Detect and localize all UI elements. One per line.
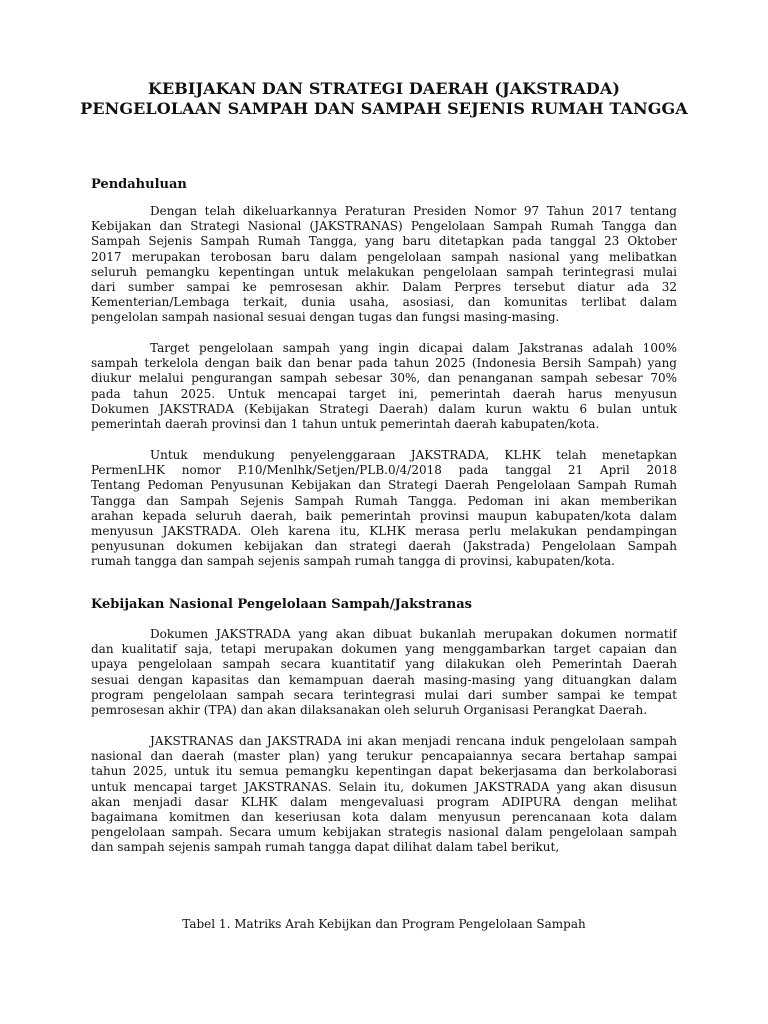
paragraph-line: Kementerian/Lembaga terkait, dunia usaha, asosiasi, dan komunitas terlibat dalam — [91, 295, 677, 310]
paragraph-line: dan kualitatif saja, tetapi merupakan dokumen yang menggambarkan target capaian dan — [91, 642, 677, 657]
paragraph-3 — [91, 448, 677, 570]
section-heading-pendahuluan: Pendahuluan — [91, 177, 187, 192]
paragraph-line: rumah tangga dan sampah sejenis sampah rumah tangga di provinsi, kabupaten/kota. — [91, 554, 615, 569]
paragraph-line: tahun 2025, untuk itu semua pemangku kepentingan dapat bekerjasama dan berkolaborasi — [91, 764, 677, 779]
paragraph-line: Kebijakan dan Strategi Nasional (JAKSTRANAS) Pengelolaan Sampah Rumah Tangga dan — [91, 219, 677, 234]
paragraph-line: Target pengelolaan sampah yang ingin dicapai dalam Jakstranas adalah 100% — [150, 341, 677, 355]
document-title-line-1: KEBIJAKAN DAN STRATEGI DAERAH (JAKSTRADA) — [147, 79, 621, 98]
paragraph-line: seluruh pemangku kepentingan untuk melakukan pengelolaan sampah terintegrasi mulai — [91, 264, 677, 279]
paragraph-line: diukur melalui pengurangan sampah sebesar 30%, dan penanganan sampah sebesar 70% — [91, 371, 677, 386]
paragraph-line: pemerintah daerah provinsi dan 1 tahun untuk pemerintah daerah kabupaten/kota. — [91, 416, 600, 431]
paragraph-5 — [91, 734, 677, 856]
paragraph-line: bagaimana komitmen dan keseriusan kota dalam menyusun perencanaan kota dalam — [91, 809, 677, 824]
paragraph-line: 2017 merupakan terobosan baru dalam pengelolaan sampah nasional yang melibatkan — [91, 249, 677, 264]
paragraph-line: Dokumen JAKSTRADA yang akan dibuat bukanlah merupakan dokumen normatif — [150, 627, 677, 641]
paragraph-line: upaya pengelolaan sampah secara kuantitatif yang dilakukan oleh Pemerintah Daerah — [91, 657, 677, 672]
paragraph-1 — [91, 204, 677, 326]
paragraph-4 — [91, 627, 677, 718]
paragraph-line: program pengelolaan sampah secara terintegrasi mulai dari sumber sampai ke tempat — [91, 687, 677, 702]
paragraph-line: sesuai dengan kapasitas dan kemampuan daerah masing-masing yang dituangkan dalam — [91, 672, 677, 687]
paragraph-line: pengelolan sampah nasional sesuai dengan tugas dan fungsi masing-masing. — [91, 310, 560, 325]
paragraph-line: pengelolaan sampah. Secara umum kebijakan strategis nasional dalam pengelolaan sampah — [91, 825, 677, 840]
paragraph-line: Sampah Sejenis Sampah Rumah Tangga, yang baru ditetapkan pada tanggal 23 Oktober — [91, 234, 677, 249]
paragraph-line: dan sampah sejenis sampah rumah tangga dapat dilihat dalam tabel berikut, — [91, 840, 560, 855]
paragraph-line: Tentang Pedoman Penyusunan Kebijakan dan Strategi Daerah Pengelolaan Sampah Rumah — [91, 478, 677, 493]
paragraph-line: untuk mencapai target JAKSTRANAS. Selain itu, dokumen JAKSTRADA yang akan disusun — [91, 779, 677, 794]
paragraph-line: pada tahun 2025. Untuk mencapai target ini, pemerintah daerah harus menyusun — [91, 386, 677, 401]
paragraph-line: penyusunan dokumen kebijakan dan strategi daerah (Jakstrada) Pengelolaan Sampah — [91, 539, 677, 554]
paragraph-line: PermenLHK nomor P.10/Menlhk/Setjen/PLB.0/4/2018 pada tanggal 21 April 2018 — [91, 463, 677, 478]
paragraph-line: akan menjadi dasar KLHK dalam mengevaluasi program ADIPURA dengan melihat — [91, 794, 677, 809]
table-caption: Tabel 1. Matriks Arah Kebijkan dan Program Pengelolaan Sampah — [182, 917, 586, 931]
document-title — [60, 79, 708, 119]
paragraph-line: sampah terkelola dengan baik dan benar pada tahun 2025 (Indonesia Bersih Sampah) yang — [91, 356, 677, 371]
document-title-line-2: PENGELOLAAN SAMPAH DAN SAMPAH SEJENIS RUMAH TANGGA — [80, 99, 688, 118]
paragraph-line: Dokumen JAKSTRADA (Kebijakan Strategi Daerah) dalam kurun waktu 6 bulan untuk — [91, 401, 677, 416]
paragraph-line: nasional dan daerah (master plan) yang terukur pencapaiannya secara bertahap sampai — [91, 749, 677, 764]
paragraph-line: Dengan telah dikeluarkannya Peraturan Presiden Nomor 97 Tahun 2017 tentang — [150, 204, 677, 218]
section-heading-kebijakan-nasional: Kebijakan Nasional Pengelolaan Sampah/Jakstranas — [91, 597, 472, 612]
paragraph-line: Untuk mendukung penyelenggaraan JAKSTRADA, KLHK telah menetapkan — [150, 448, 677, 462]
paragraph-line: arahan kepada seluruh daerah, baik pemerintah provinsi maupun kabupaten/kota dalam — [91, 508, 677, 523]
paragraph-line: pemrosesan akhir (TPA) dan akan dilaksanakan oleh seluruh Organisasi Perangkat Daerah. — [91, 702, 648, 717]
paragraph-line: menyusun JAKSTRADA. Oleh karena itu, KLHK merasa perlu melakukan pendampingan — [91, 523, 677, 538]
paragraph-line: JAKSTRANAS dan JAKSTRADA ini akan menjadi rencana induk pengelolaan sampah — [150, 734, 677, 748]
paragraph-line: Tangga dan Sampah Sejenis Sampah Rumah Tangga. Pedoman ini akan memberikan — [91, 493, 677, 508]
paragraph-line: dari sumber sampai ke pemrosesan akhir. Dalam Perpres tersebut diatur ada 32 — [91, 279, 677, 294]
paragraph-2 — [91, 341, 677, 432]
